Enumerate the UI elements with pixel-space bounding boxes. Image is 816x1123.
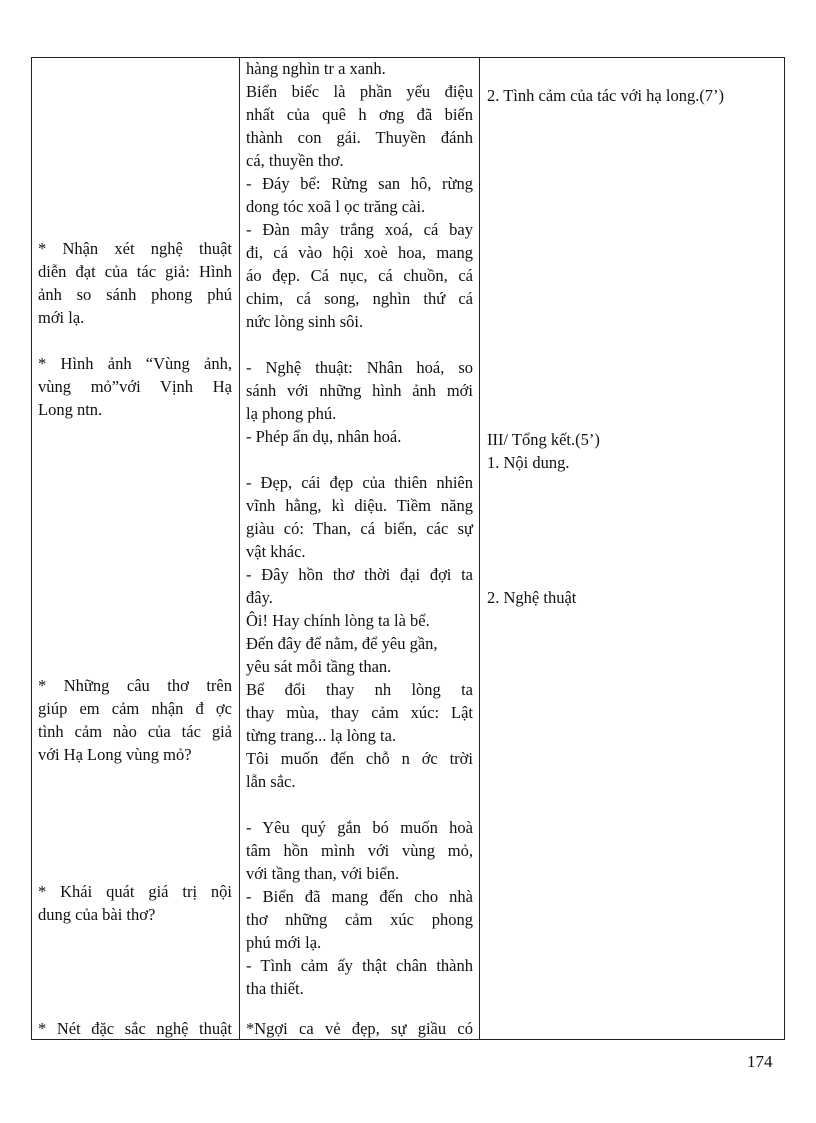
content-line: từng trang... lạ lòng ta.	[246, 726, 397, 745]
content-line: cá, thuyền thơ.	[246, 151, 344, 170]
table-divider-1	[239, 58, 240, 1039]
question-line: * Khái quát giá trị nội	[38, 882, 232, 901]
content-line: tha thiết.	[246, 979, 304, 998]
content-line: với tầng than, với biển.	[246, 864, 400, 883]
content-line: Tôi muốn đến chỗ n ớc trời	[246, 749, 473, 768]
content-line: nhất của quê h ơng đã biến	[246, 105, 473, 124]
content-line: - Đáy bể: Rừng san hô, rừng	[246, 174, 473, 193]
content-line: Bể đổi thay nh lòng ta	[246, 680, 473, 699]
content-line: hàng nghìn tr a xanh.	[246, 59, 386, 78]
content-line: yêu sát mỗi tầng than.	[246, 657, 392, 676]
content-line: thành con gái. Thuyền đánh	[246, 128, 473, 147]
content-line: thay mùa, thay cảm xúc: Lật	[246, 703, 473, 722]
question-line: ảnh so sánh phong phú	[38, 285, 232, 304]
content-line: lạ phong phú.	[246, 404, 337, 423]
content-line: - Đàn mây trắng xoá, cá bay	[246, 220, 473, 239]
content-line: - Đây hồn thơ thời đại đợi ta	[246, 565, 473, 584]
content-line: - Biển đã mang đến cho nhà	[246, 887, 473, 906]
question-line: * Nhận xét nghệ thuật	[38, 239, 232, 258]
question-line: dung của bài thơ?	[38, 905, 156, 924]
content-line: nức lòng sinh sôi.	[246, 312, 364, 331]
content-line: chim, cá song, nghìn thứ cá	[246, 289, 473, 308]
question-line: với Hạ Long vùng mỏ?	[38, 745, 192, 764]
content-line: vật khác.	[246, 542, 306, 561]
content-line: tâm hồn mình với vùng mỏ,	[246, 841, 473, 860]
question-line: * Những câu thơ trên	[38, 676, 232, 695]
content-line: - Tình cảm ấy thật chân thành	[246, 956, 473, 975]
table-border-left	[31, 58, 32, 1039]
section-heading: III/ Tổng kết.(5’)	[487, 430, 600, 449]
question-line: Long ntn.	[38, 400, 103, 419]
content-line: lẫn sắc.	[246, 772, 296, 791]
question-line: tình cảm nào của tác giả	[38, 722, 232, 741]
question-line: * Nét đặc sắc nghệ thuật	[38, 1019, 232, 1038]
content-line: Đến đây để nằm, để yêu gần,	[246, 634, 438, 653]
content-line: Biển biếc là phần yểu điệu	[246, 82, 473, 101]
content-line: thơ những cảm xúc phong	[246, 910, 473, 929]
content-line: - Đẹp, cái đẹp của thiên nhiên	[246, 473, 473, 492]
section-heading: 2. Nghệ thuật	[487, 588, 577, 607]
question-line: * Hình ảnh “Vùng ảnh,	[38, 354, 232, 373]
content-line: đây.	[246, 588, 273, 607]
content-line: phú mới lạ.	[246, 933, 322, 952]
page-number: 174	[747, 1052, 773, 1071]
question-line: vùng mỏ”với Vịnh Hạ	[38, 377, 232, 396]
content-line: vĩnh hằng, kì diệu. Tiềm năng	[246, 496, 473, 515]
section-heading: 2. Tình cảm của tác với hạ long.(7’)	[487, 86, 725, 105]
question-line: diễn đạt của tác giả: Hình	[38, 262, 232, 281]
content-line: giàu có: Than, cá biển, các sự	[246, 519, 473, 538]
content-line: đi, cá vào hội xoè hoa, mang	[246, 243, 473, 262]
content-line: dong tóc xoã l ọc trăng cài.	[246, 197, 426, 216]
content-line: - Yêu quý gắn bó muốn hoà	[246, 818, 473, 837]
question-line: giúp em cảm nhận đ ợc	[38, 699, 232, 718]
content-line: - Nghệ thuật: Nhân hoá, so	[246, 358, 473, 377]
content-line: sánh với những hình ảnh mới	[246, 381, 473, 400]
table-divider-2	[479, 58, 480, 1039]
content-line: - Phép ẩn dụ, nhân hoá.	[246, 427, 402, 446]
question-line: mới lạ.	[38, 308, 85, 327]
table-border-right	[784, 58, 785, 1039]
lesson-table	[31, 57, 785, 1040]
content-line: Ôi! Hay chính lòng ta là bể.	[246, 611, 430, 630]
section-heading: 1. Nội dung.	[487, 453, 570, 472]
content-line: áo đẹp. Cá nục, cá chuồn, cá	[246, 266, 473, 285]
content-line: *Ngợi ca vẻ đẹp, sự giầu có	[246, 1019, 473, 1038]
